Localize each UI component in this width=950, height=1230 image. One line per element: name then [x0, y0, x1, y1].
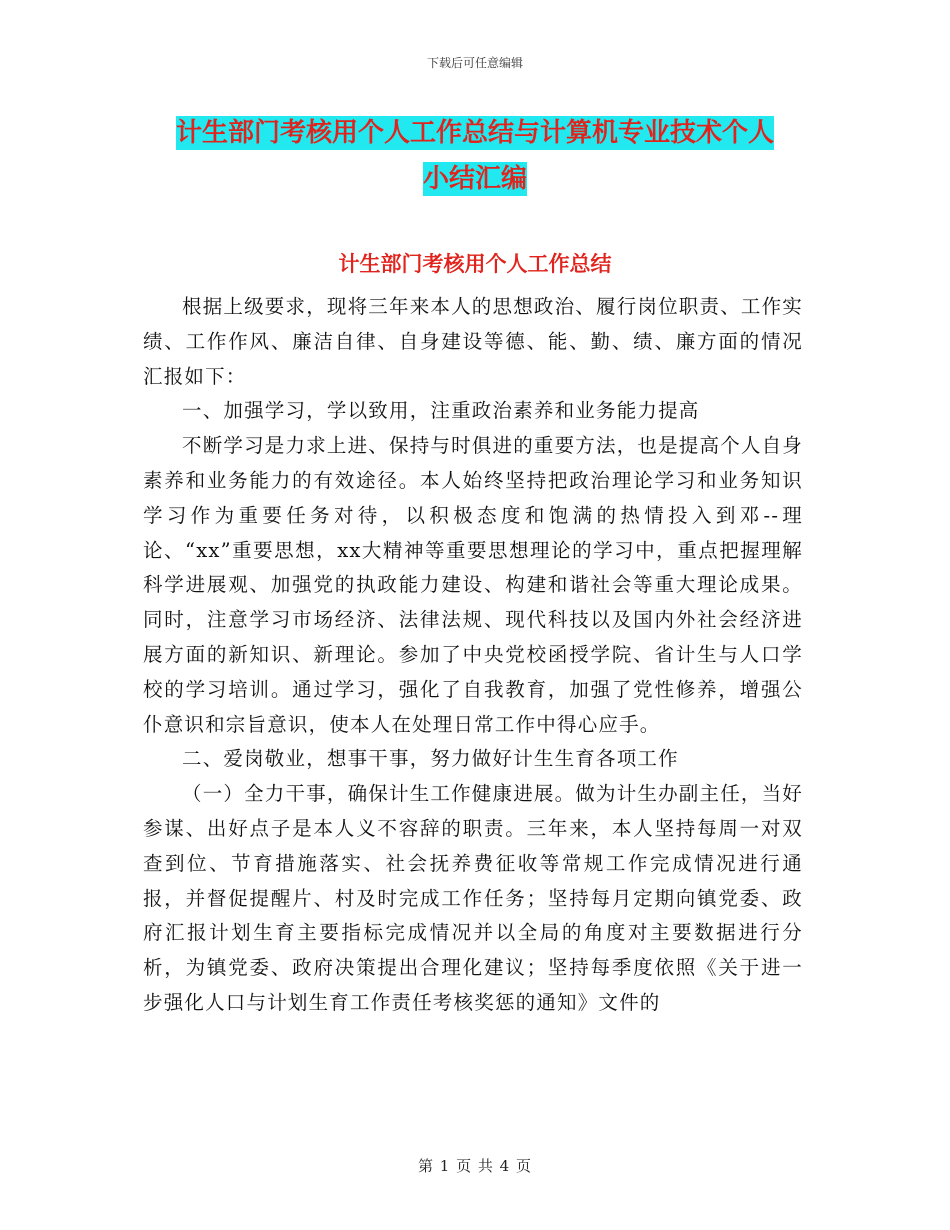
page-number: 第 1 页 共 4 页 — [418, 1157, 532, 1175]
paragraph-heading: 一、加强学习，学以致用，注重政治素养和业务能力提高 — [182, 399, 700, 423]
paragraph: 不断学习是力求上进、保持与时俱进的重要方法，也是提高个人自身素养和业务能力的有效途径。本人始终坚持把政治理论学习和业务知识学习作为重要任务对待，以积极态度和饱满的热情投入到邓--理论、“xx”重要思想，xx大精神等重要思想理论的学习中，重点把握理解科学进展观、加强党的执政能力建设、构建和谐社会等重大理论成果。同时，注意学习市场经济、法律法规、现代科技以及国内外社会经济进展方面的新知识、新理论。参加了中央党校函授学院、省计生与人口学校的学习培训。通过学习，强化了自我教育，加强了党性修养，增强公仆意识和宗旨意识，使本人在处理日常工作中得心应手。 — [143, 434, 804, 736]
document-body — [143, 290, 803, 1021]
title-line-2: 小结汇编 — [422, 164, 527, 194]
title-line-1: 计生部门考核用个人工作总结与计算机专业技术个人 — [175, 118, 774, 148]
paragraph: （一）全力干事，确保计生工作健康进展。做为计生办副主任，当好参谋、出好点子是本人义不容辞的职责。三年来，本人坚持每周一对双查到位、节育措施落实、社会抚养费征收等常规工作完成情况进行通报，并督促提醒片、村及时完成工作任务；坚持每月定期向镇党委、政府汇报计划生育主要指标完成情况并以全局的角度对主要数据进行分析，为镇党委、政府决策提出合理化建议；坚持每季度依照《关于进一步强化人口与计划生育工作责任考核奖惩的通知》文件的 — [143, 782, 804, 1014]
header-note: 下载后可任意编辑 — [426, 56, 523, 70]
paragraph-heading: 二、爱岗敬业，想事干事，努力做好计生生育各项工作 — [182, 747, 679, 771]
document-title — [130, 110, 820, 202]
paragraph: 根据上级要求，现将三年来本人的思想政治、履行岗位职责、工作实绩、工作作风、廉洁自律、自身建设等德、能、勤、绩、廉方面的情况汇报如下： — [143, 295, 804, 388]
section-title: 计生部门考核用个人工作总结 — [338, 252, 612, 276]
